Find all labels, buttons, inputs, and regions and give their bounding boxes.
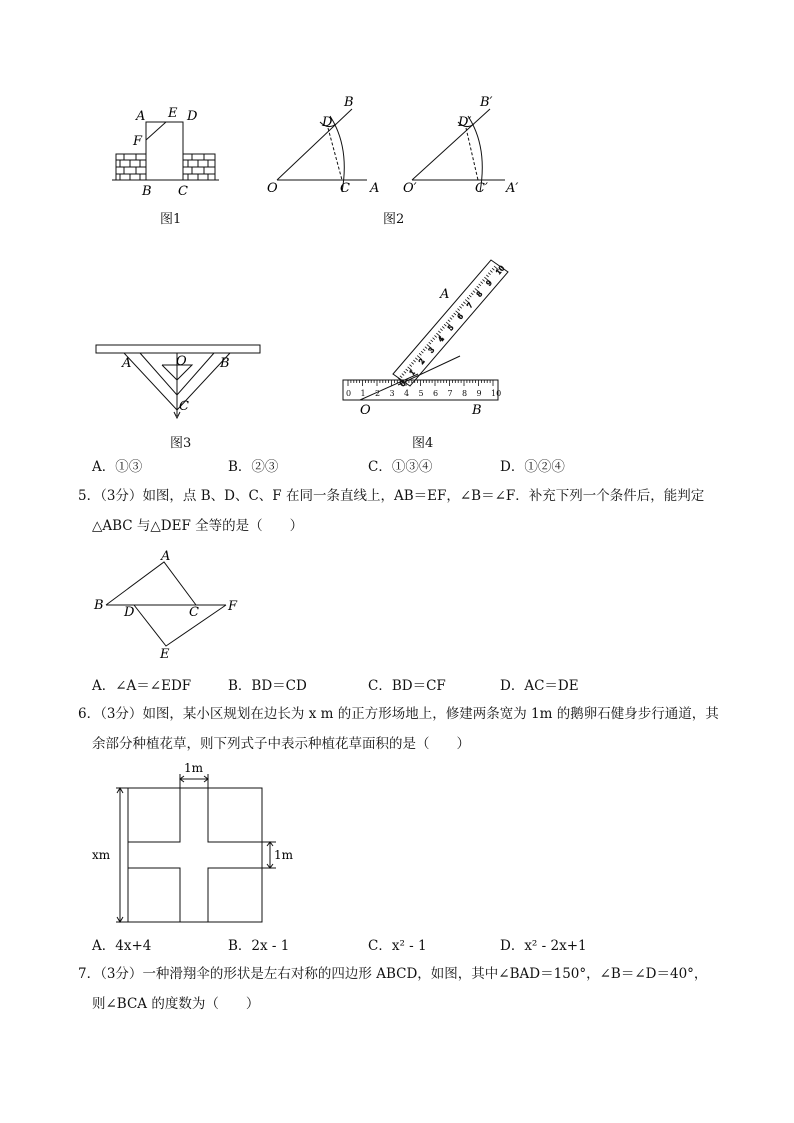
q5-option-a[interactable]: A．∠A＝∠EDF — [92, 678, 192, 694]
tilted-ruler-number: 8 — [475, 290, 485, 299]
fig1-label-c: C — [178, 184, 188, 199]
q5-option-b[interactable]: B．BD＝CD — [228, 678, 307, 694]
tilted-ruler-tick — [471, 293, 473, 295]
tilted-ruler-tick — [440, 329, 442, 331]
tilted-ruler-tick — [492, 268, 494, 270]
fig4-caption: 图4 — [412, 436, 434, 451]
tilted-ruler-tick — [404, 371, 406, 373]
q7-stem — [78, 964, 707, 984]
fig1-caption: 图1 — [160, 212, 182, 227]
tilted-ruler-number: 7 — [465, 301, 475, 310]
tilted-ruler-number: 2 — [417, 357, 427, 366]
tilted-ruler-tick — [479, 284, 481, 286]
ruler-number: 5 — [418, 389, 424, 398]
q6-number: 6． — [78, 706, 101, 722]
q6-label-left: xm — [92, 848, 111, 862]
fig3-label-a: A — [122, 356, 132, 371]
tilted-ruler-tick — [454, 313, 456, 315]
q4-option-a[interactable]: A．①③ — [92, 459, 143, 475]
q5-line1: 如图，点 B、D、C、F 在同一条直线上，AB＝EF，∠B＝∠F．补充下列一个条件后，能判定 — [142, 488, 705, 504]
tilted-ruler-tick — [411, 362, 413, 364]
tilted-ruler-number: 5 — [446, 323, 456, 333]
figure-q6 — [92, 760, 302, 928]
fig2-label-c: C — [340, 181, 350, 196]
tilted-ruler-tick — [490, 270, 492, 272]
q5-label-c: C — [189, 605, 199, 620]
tilted-ruler-tick — [433, 338, 435, 340]
figure-1 — [108, 100, 228, 200]
q5-label-d: D — [124, 605, 135, 620]
tilted-ruler-tick — [431, 340, 433, 342]
tilted-ruler-tick — [421, 351, 423, 353]
tilted-ruler-tick — [406, 369, 408, 371]
fig1-label-f: F — [133, 134, 143, 149]
q5-label-a: A — [161, 549, 171, 564]
q7-score: （3分） — [100, 966, 143, 982]
figure-4 — [338, 250, 518, 420]
tilted-ruler-tick — [400, 376, 402, 378]
tilted-ruler-tick — [429, 342, 431, 344]
q6-stem — [78, 704, 719, 724]
figure-q5 — [92, 546, 252, 664]
fig3-label-c: C — [179, 399, 189, 414]
tilted-ruler-tick — [423, 349, 425, 351]
q6-score: （3分） — [100, 706, 143, 722]
q6-label-right: 1m — [274, 848, 294, 862]
ruler-number: 8 — [462, 389, 468, 398]
q5-number: 5． — [78, 488, 101, 504]
fig1-label-d: D — [187, 109, 198, 124]
q5-label-b: B — [94, 598, 104, 613]
ruler-number: 4 — [404, 389, 410, 398]
tilted-ruler-tick — [459, 306, 461, 308]
tilted-ruler-number: 0 — [398, 379, 408, 389]
q6-option-a[interactable]: A．4x+4 — [92, 938, 152, 954]
tilted-ruler-tick — [467, 297, 469, 299]
q7-stem-line2: 则∠BCA 的度数为（ ） — [92, 996, 260, 1012]
q6-stem-line2: 余部分种植花草，则下列式子中表示种植花草面积的是（ ） — [92, 736, 470, 752]
fig2b-label-c: C′ — [475, 181, 488, 196]
tilted-ruler-tick — [486, 275, 488, 277]
fig4-label-o: O — [360, 403, 371, 418]
tilted-ruler-number: 3 — [427, 346, 437, 355]
fig2-label-b: B — [344, 95, 354, 110]
ruler-number: 6 — [433, 389, 439, 398]
tilted-ruler-tick — [477, 286, 479, 288]
ruler-number: 0 — [346, 389, 352, 398]
fig2b-label-o: O′ — [403, 181, 417, 196]
q4-option-b[interactable]: B．②③ — [228, 459, 279, 475]
fig2b-label-d: D′ — [458, 115, 472, 130]
fig4-label-a: A — [440, 287, 450, 302]
q5-stem-line2: △ABC 与△DEF 全等的是（ ） — [92, 518, 304, 534]
tilted-ruler-tick — [425, 347, 427, 349]
fig2-label-d: D — [322, 115, 333, 130]
q5-label-f: F — [228, 599, 238, 614]
figure-2 — [262, 92, 392, 197]
tilted-ruler-number: 6 — [456, 312, 466, 322]
q4-option-c[interactable]: C．①③④ — [368, 459, 433, 475]
ruler-number: 2 — [375, 389, 381, 398]
tilted-ruler-tick — [473, 291, 475, 293]
tilted-ruler-tick — [450, 318, 452, 320]
tilted-ruler-tick — [442, 326, 444, 328]
fig2b-label-b: B′ — [480, 95, 493, 110]
q6-label-top: 1m — [184, 761, 204, 775]
tilted-ruler-tick — [413, 360, 415, 362]
tilted-ruler-tick — [481, 282, 483, 284]
tilted-ruler-tick — [402, 374, 404, 376]
tilted-ruler-tick — [452, 315, 454, 317]
q5-stem — [78, 486, 704, 506]
tilted-ruler-tick — [438, 331, 440, 333]
q6-line1: 如图，某小区规划在边长为 x m 的正方形场地上，修建两条宽为 1m 的鹅卵石健身步行通道，其 — [142, 706, 719, 722]
fig3-label-b: B — [220, 356, 230, 371]
q5-label-e: E — [160, 647, 170, 662]
q6-option-b[interactable]: B．2x - 1 — [228, 938, 290, 954]
tilted-ruler-tick — [461, 304, 463, 306]
tilted-ruler-number: 9 — [484, 278, 494, 288]
tilted-ruler-tick — [434, 335, 436, 337]
tilted-ruler-tick — [463, 302, 465, 304]
tilted-ruler-tick — [415, 358, 417, 360]
ruler-number: 3 — [389, 389, 395, 398]
q7-number: 7． — [78, 966, 101, 982]
tilted-ruler-number: 10 — [494, 264, 507, 277]
fig3-label-o: O — [176, 354, 187, 369]
q4-option-d[interactable]: D．①②④ — [500, 459, 565, 475]
fig1-label-a: A — [136, 109, 146, 124]
q7-line1: 一种滑翔伞的形状是左右对称的四边形 ABCD，如图，其中∠BAD＝150°，∠B＝∠D＝40°， — [142, 966, 708, 982]
fig2-label-o: O — [267, 181, 278, 196]
ruler-number: 7 — [447, 389, 453, 398]
ruler-number: 1 — [360, 389, 366, 398]
fig3-caption: 图3 — [170, 436, 192, 451]
q6-option-d[interactable]: D．x² - 2x+1 — [500, 938, 587, 954]
tilted-ruler-tick — [419, 353, 421, 355]
tilted-ruler-tick — [488, 273, 490, 275]
tilted-ruler-tick — [448, 320, 450, 322]
fig2-label-a: A — [370, 181, 380, 196]
q5-score: （3分） — [100, 488, 143, 504]
ruler-number: 9 — [476, 389, 482, 398]
fig1-label-b: B — [142, 184, 152, 199]
tilted-ruler-tick — [482, 279, 484, 281]
tilted-ruler-number: 1 — [408, 368, 418, 378]
q6-option-c[interactable]: C．x² - 1 — [368, 938, 427, 954]
fig2-caption: 图2 — [383, 212, 405, 227]
figure-3 — [92, 340, 267, 422]
fig4-label-b: B — [472, 403, 482, 418]
tilted-ruler-tick — [444, 324, 446, 326]
tilted-ruler-tick — [410, 365, 412, 367]
q5-option-c[interactable]: C．BD＝CF — [368, 678, 446, 694]
q5-option-d[interactable]: D．AC＝DE — [500, 678, 579, 694]
ruler-number: 10 — [491, 389, 502, 398]
tilted-ruler-tick — [458, 309, 460, 311]
figure-2-prime — [400, 92, 530, 197]
fig2b-label-a: A′ — [506, 181, 519, 196]
fig1-label-e: E — [168, 106, 178, 121]
tilted-ruler-number: 4 — [436, 334, 446, 344]
tilted-ruler-tick — [469, 295, 471, 297]
